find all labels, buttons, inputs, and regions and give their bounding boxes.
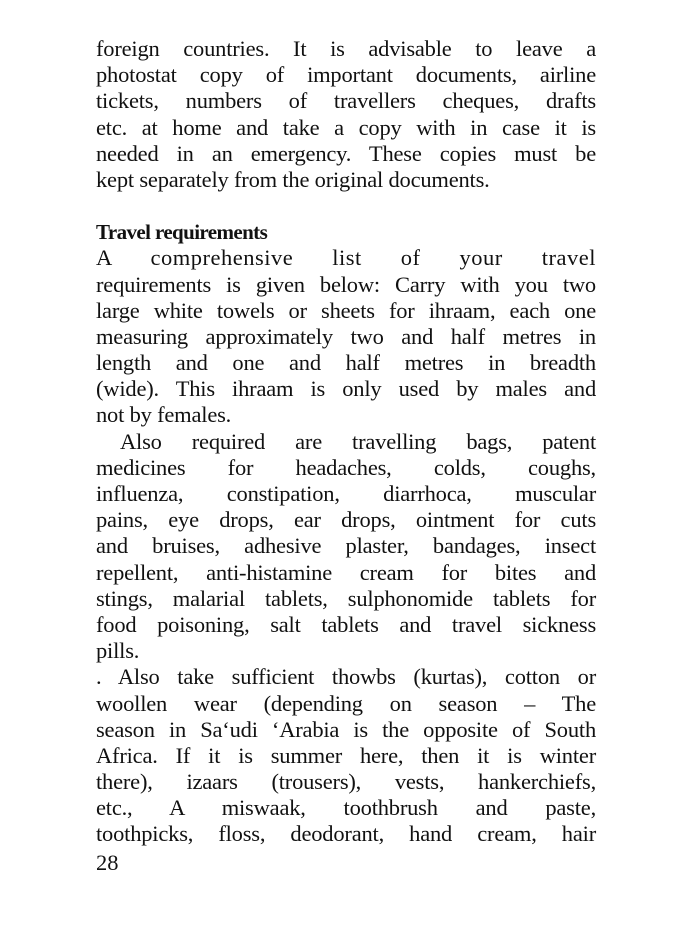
text-line: (wide). This ihraam is only used by males and (96, 376, 596, 402)
text-line: woollen wear (depending on season – The (96, 690, 596, 716)
text-line: etc., A miswaak, toothbrush and paste, (96, 795, 596, 821)
paragraph-medicines (96, 429, 596, 665)
text-line: foreign countries. It is advisable to leave a (96, 36, 596, 61)
text-line: requirements is given below: Carry with you two (96, 271, 596, 297)
text-line: etc. at home and take a copy with in case it is (96, 114, 596, 140)
text-line: pains, eye drops, ear drops, ointment for cuts (96, 507, 596, 533)
text-line: toothpicks, floss, deodorant, hand cream, hair (96, 821, 596, 847)
paragraph-clothing (96, 664, 596, 847)
text-line: measuring approximately two and half metres in (96, 323, 596, 349)
text-line: . Also take sufficient thowbs (kurtas), cotton or (96, 664, 596, 690)
text-line: stings, malarial tablets, sulphonomide tablets for (96, 585, 596, 611)
text-line: there), izaars (trousers), vests, hankerchiefs, (96, 769, 596, 795)
text-line: photostat copy of important documents, airline (96, 62, 596, 88)
page-number: 28 (96, 849, 119, 875)
text-line: length and one and half metres in breadth (96, 350, 596, 376)
text-line: Also required are travelling bags, patent (120, 428, 596, 454)
text-line: pills. (96, 638, 140, 664)
text-line: repellent, anti-histamine cream for bites and (96, 559, 596, 585)
text-line: not by females. (96, 402, 232, 428)
book-page (96, 36, 596, 874)
text-line: needed in an emergency. These copies must be (96, 140, 596, 166)
text-line: influenza, constipation, diarrhoca, muscular (96, 481, 596, 506)
text-line: medicines for headaches, colds, coughs, (96, 454, 596, 480)
paragraph-intro (96, 36, 596, 193)
text-line: tickets, numbers of travellers cheques, drafts (96, 88, 596, 114)
text-line: kept separately from the original documents. (96, 166, 490, 192)
section-heading: Travel requirements (96, 220, 268, 245)
text-line: A comprehensive list of your travel (96, 245, 596, 271)
paragraph-requirements (96, 245, 596, 428)
text-line: Africa. If it is summer here, then it is winter (96, 742, 596, 768)
text-line: season in Sa‘udi ‘Arabia is the opposite of South (96, 716, 596, 742)
text-line: food poisoning, salt tablets and travel sickness (96, 611, 596, 637)
text-line: large white towels or sheets for ihraam, each one (96, 297, 596, 323)
text-line: and bruises, adhesive plaster, bandages, insect (96, 533, 596, 559)
